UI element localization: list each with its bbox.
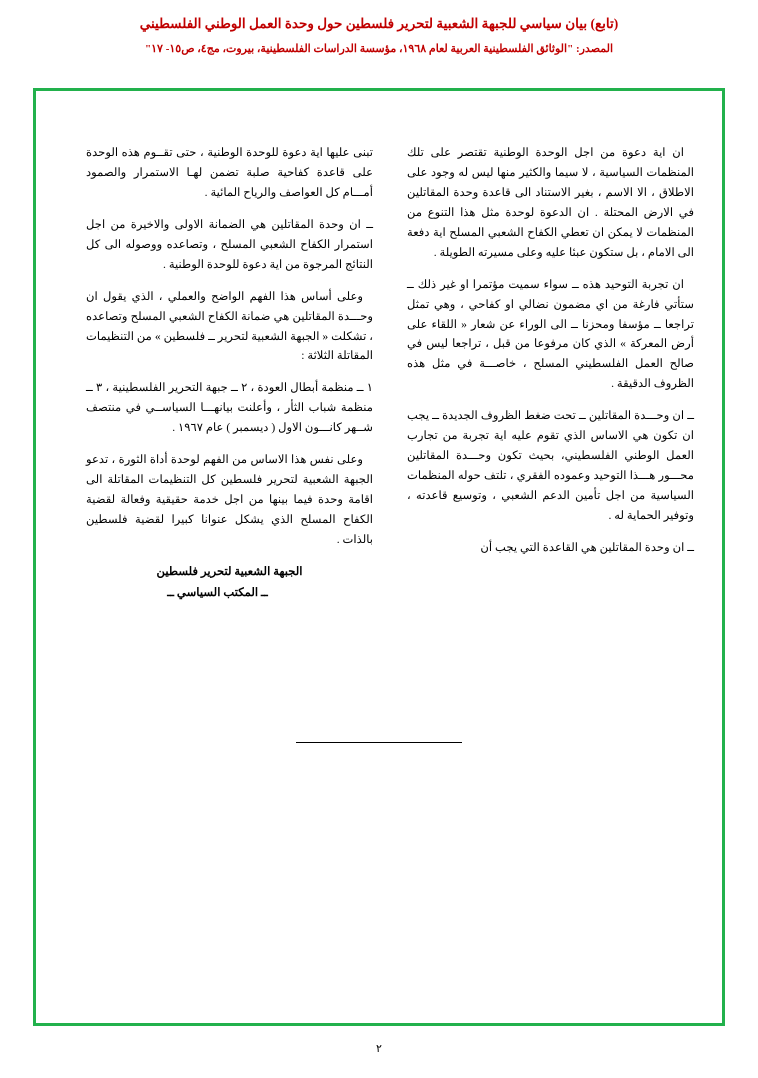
- left-column: [86, 143, 373, 604]
- paragraph: تبنى عليها اية دعوة للوحدة الوطنية ، حتى تقــوم هذه الوحدة على قاعدة كفاحية صلبة تضمن لهـا الاستمرار والصمود أمـــام كل العواصف والرياح المائية .: [86, 146, 373, 199]
- content-frame: [33, 88, 725, 1026]
- signature-block: [86, 562, 373, 604]
- document-header: [0, 0, 758, 58]
- document-source: المصدر: "الوثائق الفلسطينية العربية لعام ١٩٦٨، مؤسسة الدراسات الفلسطينية، بيروت، مج٤، ص١٥- ١٧": [145, 43, 613, 56]
- horizontal-divider: [296, 742, 462, 743]
- page-number: ٢: [376, 1043, 382, 1055]
- paragraph: وعلى نفس هذا الاساس من الفهم لوحدة أداة الثورة ، تدعو الجبهة الشعبية لتحرير فلسطين كل التنظيمات المقاتلة الى اقامة وحدة فيما بينها من اجل خدمة حقيقية وفعالة لقضية الكفاح المسلح الذي يشكل عنوانا كبيرا لقضية فلسطين بالذات .: [86, 453, 373, 546]
- paragraph: ــ ان وحدة المقاتلين هي الضمانة الاولى والاخيرة من اجل استمرار الكفاح الشعبي المسلح ، وتصاعده ووصوله الى كل النتائج المرجوة من اية دعوة للوحدة الوطنية .: [86, 217, 373, 271]
- right-column: [407, 143, 694, 570]
- paragraph: ــ ان وحدة المقاتلين هي القاعدة التي يجب أن: [480, 540, 694, 554]
- paragraph: وعلى أساس هذا الفهم الواضح والعملي ، الذي يقول ان وحـــدة المقاتلين هي ضمانة الكفاح الشعبي المسلح وتصاعده ، تشكلت « الجبهة الشعبية لتحرير ــ فلسطين » من التنظيمات المقاتلة الثلاثة :: [86, 289, 373, 363]
- paragraph: ١ ــ منظمة أبطال العودة ، ٢ ــ جبهة التحرير الفلسطينية ، ٣ ــ منظمة شباب الثأر ، وأعلنت بيانهـــا السياســي في منتصف شــهر كانـــون الاول ( ديسمبر ) عام ١٩٦٧ .: [86, 381, 373, 435]
- paragraph: ــ ان وحـــدة المقاتلين ــ تحت ضغط الظروف الجديدة ــ يجب ان تكون هي الاساس الذي تقوم عليه اية تجربة من تجارب العمل الوطني الفلسطيني، بحيث تكون وحـــدة المقاتلين محـــور هـــذا التوحيد وعموده الفقري ، تلتف حوله المنظمات السياسية من اجل تأمين الدعم الشعبي ، وتوسيع قاعدته ، وتوفير الحماية له .: [407, 409, 694, 522]
- paragraph: ان تجربة التوحيد هذه ــ سواء سميت مؤتمرا او غير ذلك ــ ستأتي فارغة من اي مضمون نضالي او كفاحي ، وهي تمثل تراجعا ــ مؤسفا ومحزنا ــ الى الوراء عن شعار « اللقاء على أرض المعركة » الذي كان مرفوعا من قبل ، تراجعا ليس في صالح العمل الفلسطيني المسلح ، خاصـــة في مثل هذه الظروف الدقيقة .: [407, 277, 694, 391]
- text-columns: [36, 91, 722, 1023]
- signature-office: ــ المكتب السياسي ــ: [167, 585, 268, 599]
- paragraph: ان اية دعوة من اجل الوحدة الوطنية تقتصر على تلك المنظمات السياسية ، لا سيما والكثير منها ليس له وجود على الاطلاق ، الا الاسم ، بغير الاستناد الى قاعدة وحدة المقاتلين في الارض المحتلة . ان الدعوة لوحدة مثل هذا التنوع من المنظمات لا يمكن ان تعطي الكفاح الشعبي المسلح اية دفعة الى الامام ، بل ستكون عبئا عليه وعلى مسيرته الطويلة .: [407, 146, 694, 259]
- signature-organization: الجبهة الشعبية لتحرير فلسطين: [156, 564, 303, 578]
- page-title: (تابع) بيان سياسي للجبهة الشعبية لتحرير فلسطين حول وحدة العمل الوطني الفلسطيني: [139, 16, 619, 31]
